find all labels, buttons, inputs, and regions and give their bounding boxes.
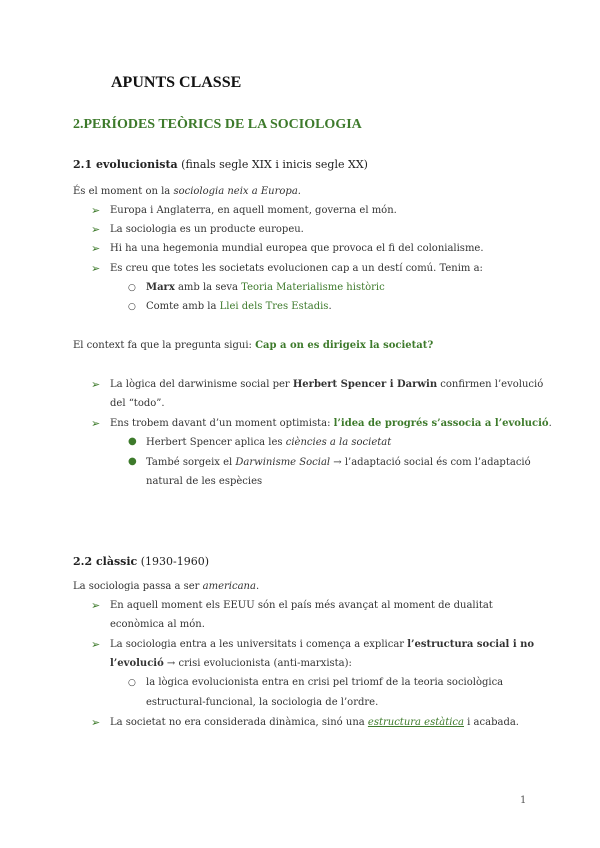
heading-label: 2.1 evolucionista	[73, 158, 178, 171]
arrow-bullet-icon: ➢	[91, 378, 101, 391]
arrow-bullet-icon: ➢	[91, 599, 101, 612]
bullet-item: En aquell moment els EEUU són el país més avançat al moment de dualitat	[110, 600, 493, 611]
heading-period: (1930-1960)	[137, 555, 210, 568]
bullet-item	[110, 639, 534, 650]
bullet-item: Hi ha una hegemonia mundial europea que provoca el fi del colonialisme.	[110, 243, 484, 254]
context-text: El context fa que la pregunta sigui:	[73, 340, 256, 351]
sub-highlight: Teoria Materialisme històric	[241, 282, 385, 293]
dot-bullet-icon: ●	[128, 436, 137, 447]
section-heading: 2.PERÍODES TEÒRICS DE LA SOCIOLOGIA	[73, 117, 362, 132]
bullet-item: La sociologia es un producte europeu.	[110, 224, 304, 235]
bullet-item	[110, 418, 552, 429]
arrow-bullet-icon: ➢	[91, 716, 101, 729]
bullet-bold: l’evolució	[110, 658, 164, 669]
intro-end: .	[255, 581, 260, 592]
circle-bullet-icon: ○	[128, 302, 136, 312]
bullet-bold: Herbert Spencer i Darwin	[292, 379, 438, 390]
dot-text: També sorgeix el	[146, 457, 236, 468]
bullet-text: La societat no era considerada dinàmica, sinó una	[110, 717, 368, 728]
arrow-bullet-icon: ➢	[91, 262, 101, 275]
bullet-item: Es creu que totes les societats evolucionen cap a un destí comú. Tenim a:	[110, 263, 483, 274]
context-question: Cap a on es dirigeix la societat?	[255, 340, 434, 351]
sub-end: .	[328, 301, 332, 312]
dot-bullet-item	[146, 457, 531, 468]
bullet-text: → crisi evolucionista (anti-marxista):	[163, 658, 352, 669]
sub-bullet-continuation: estructural-funcional, la sociologia de l’ordre.	[146, 697, 379, 708]
intro-paragraph	[73, 581, 259, 592]
sub-bold: Marx	[146, 282, 175, 293]
bullet-item	[110, 717, 519, 728]
dot-text: Herbert Spencer aplica les	[146, 437, 286, 448]
page-number: 1	[520, 795, 527, 806]
bullet-text: La lògica del darwinisme social per	[110, 379, 293, 390]
intro-emphasis: americana	[202, 581, 256, 592]
heading-period: (finals segle XIX i inicis segle XX)	[177, 158, 368, 171]
circle-bullet-icon: ○	[128, 283, 136, 293]
dot-bullet-item	[146, 437, 391, 448]
intro-paragraph	[73, 186, 301, 197]
arrow-bullet-icon: ➢	[91, 638, 101, 651]
sub-text: amb la seva	[174, 282, 242, 293]
bullet-text: La sociologia entra a les universitats i comença a explicar	[110, 639, 408, 650]
bullet-end: .	[548, 418, 552, 429]
dot-bullet-icon: ●	[128, 456, 137, 467]
arrow-bullet-icon: ➢	[91, 204, 101, 217]
bullet-text: Ens trobem davant d’un moment optimista:	[110, 418, 334, 429]
intro-end: .	[297, 186, 301, 197]
dot-text: → l’adaptació social és com l’adaptació	[330, 457, 531, 468]
arrow-bullet-icon: ➢	[91, 223, 101, 236]
sub-text: Comte amb la	[146, 301, 220, 312]
arrow-bullet-icon: ➢	[91, 417, 101, 430]
subsection-heading-evolucionista	[73, 158, 368, 171]
bullet-highlight: l’idea de progrés s’associa a l’evolució	[333, 418, 549, 429]
sub-bullet-item: la lògica evolucionista entra en crisi pel triomf de la teoria sociològica	[146, 677, 504, 688]
dot-emphasis: Darwinisme Social	[235, 457, 331, 468]
page-title: APUNTS CLASSE	[111, 74, 242, 91]
heading-label: 2.2 clàssic	[73, 555, 138, 568]
bullet-end: i acabada.	[464, 717, 519, 728]
dot-continuation: natural de les espècies	[146, 476, 263, 487]
sub-highlight: Llei dels Tres Estadis	[219, 301, 329, 312]
bullet-bold: l’estructura social i no	[407, 639, 535, 650]
subsection-heading-classic	[73, 555, 209, 568]
bullet-continuation	[110, 658, 352, 669]
estructura-estatica-link[interactable]: estructura estàtica	[367, 717, 464, 728]
intro-text: És el moment on la	[73, 186, 174, 197]
bullet-item	[110, 379, 543, 390]
bullet-continuation: del “todo”.	[110, 398, 165, 409]
bullet-item: Europa i Anglaterra, en aquell moment, governa el món.	[110, 205, 397, 216]
dot-emphasis: ciències a la societat	[285, 437, 392, 448]
sub-bullet-item	[146, 301, 332, 312]
bullet-continuation: econòmica al món.	[110, 619, 205, 630]
intro-emphasis: sociologia neix a Europa	[173, 186, 298, 197]
arrow-bullet-icon: ➢	[91, 242, 101, 255]
context-paragraph	[73, 340, 433, 351]
bullet-text: confirmen l’evolució	[437, 379, 544, 390]
sub-bullet-item	[146, 282, 385, 293]
circle-bullet-icon: ○	[128, 678, 136, 688]
intro-text: La sociologia passa a ser	[73, 581, 203, 592]
